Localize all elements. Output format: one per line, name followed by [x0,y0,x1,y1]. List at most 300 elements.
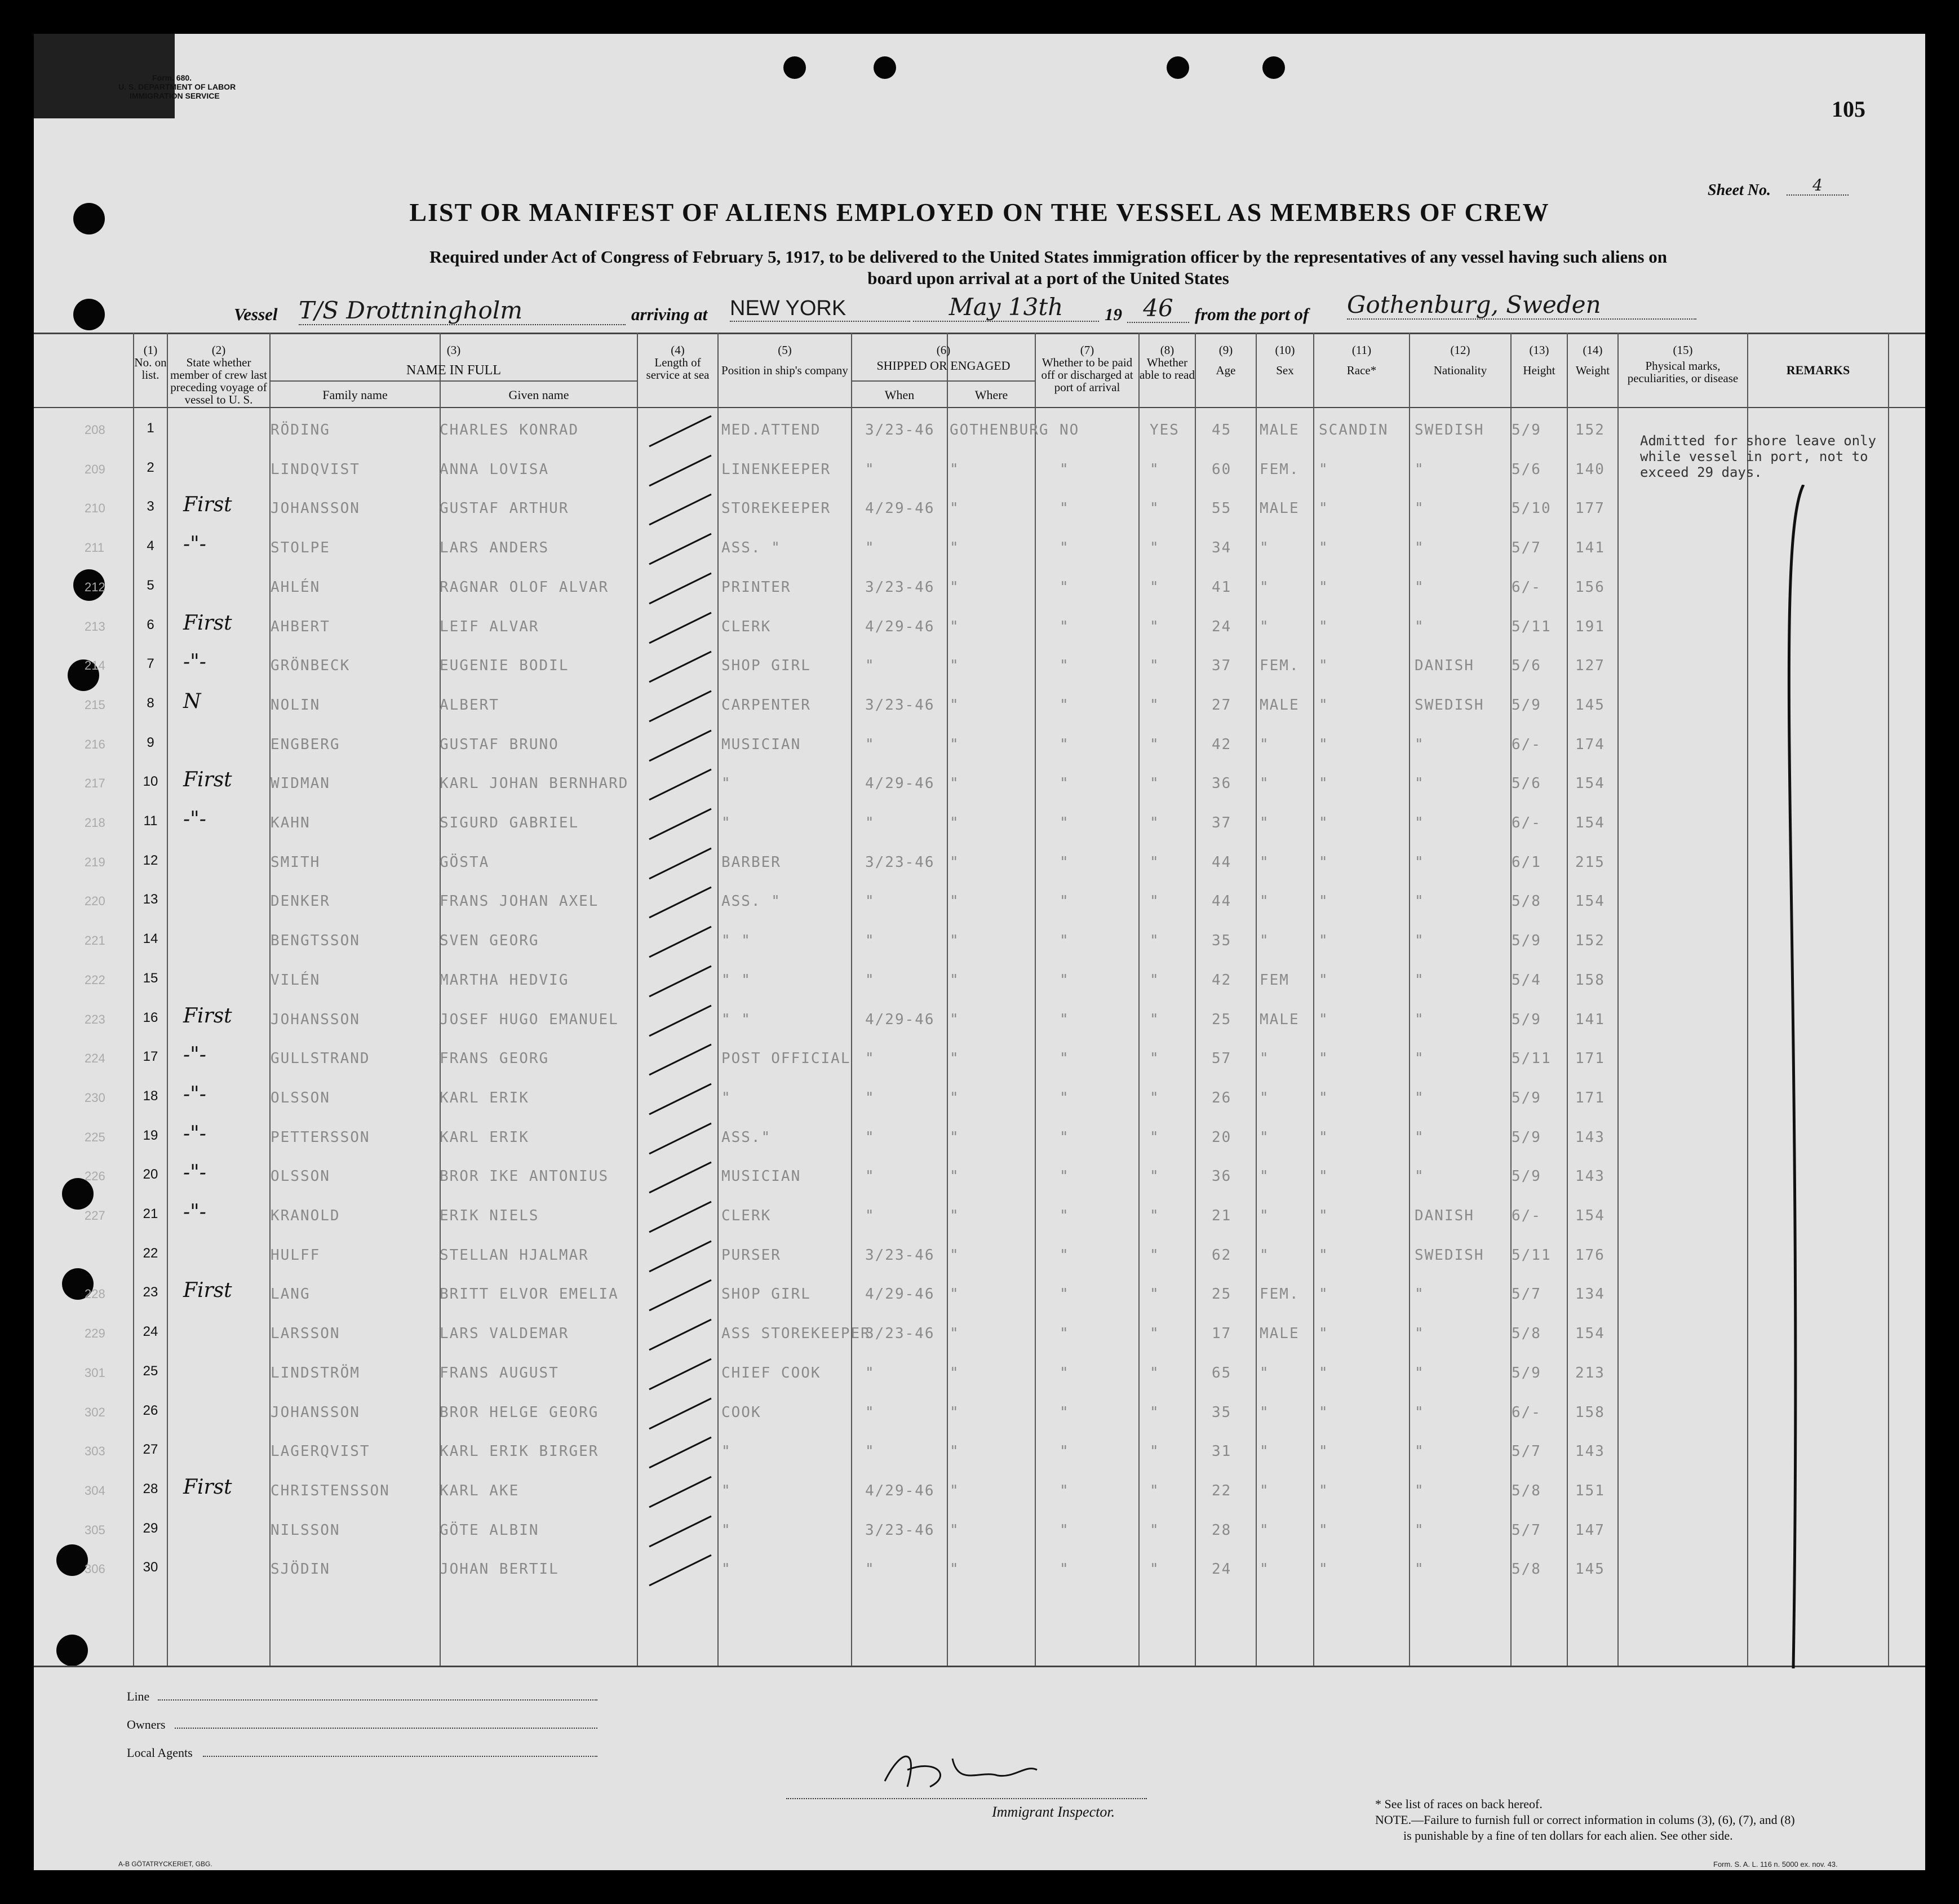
service-length-check-mark [638,765,717,804]
shipped-where-cell: " [950,578,960,596]
given-name-cell: LARS VALDEMAR [440,1325,569,1343]
row-number: 18 [143,1088,158,1104]
age-cell: 42 [1212,736,1232,753]
able-read-cell: " [1150,657,1160,675]
sex-cell: " [1260,539,1270,557]
position-cell: PURSER [721,1246,781,1264]
sex-cell: " [1260,853,1270,871]
sex-cell: " [1260,1207,1270,1224]
able-read-cell: " [1150,1128,1160,1146]
sheet-label: Sheet No. [1708,181,1771,199]
given-name-cell: GÖTE ALBIN [440,1521,539,1539]
family-name-cell: SJÖDIN [271,1561,330,1578]
pencil-number: 301 [85,1365,105,1380]
height-cell: 6/- [1512,1403,1541,1421]
service-length-check-mark [638,804,717,843]
height-cell: 6/- [1512,814,1541,831]
paid-off-cell: " [1060,1050,1070,1068]
local-agents-field [203,1756,597,1757]
age-cell: 21 [1212,1207,1232,1224]
shipped-where-cell: " [950,893,960,910]
paid-off-cell: " [1060,971,1070,989]
service-length-check-mark [638,569,717,608]
height-cell: 5/7 [1512,539,1541,557]
nationality-cell: " [1415,1168,1425,1185]
shipped-when-cell: " [865,1050,875,1068]
table-row [34,962,1925,1000]
table-border [34,333,1925,334]
from-value: Gothenburg, Sweden [1347,291,1696,320]
family-name-cell: GULLSTRAND [271,1050,370,1068]
family-name-cell: OLSSON [271,1168,330,1185]
punch-hole [1167,56,1189,79]
position-cell: BARBER [721,853,781,871]
col-family-name: Family name [322,388,388,402]
race-cell: " [1319,932,1329,950]
given-name-cell: GUSTAF ARTHUR [440,500,569,517]
pencil-number: 230 [85,1090,105,1105]
race-cell: " [1319,775,1329,792]
punch-hole [1262,56,1285,79]
given-name-cell: ALBERT [440,696,499,714]
table-row [34,451,1925,490]
pencil-number: 228 [85,1287,105,1301]
shipped-where-cell: " [950,736,960,753]
pencil-number: 209 [85,462,105,476]
position-cell: CLERK [721,1207,772,1224]
row-number: 22 [143,1245,158,1261]
last-voyage-cell: First [183,493,232,517]
pencil-number: 302 [85,1405,105,1419]
nationality-cell: " [1415,932,1425,950]
shipped-when-cell: 3/23-46 [865,578,935,596]
able-read-cell: " [1150,1443,1160,1460]
weight-cell: 158 [1575,971,1605,989]
able-read-cell: " [1150,893,1160,910]
pencil-number: 210 [85,501,105,516]
shipped-where-cell: " [950,1246,960,1264]
manifest-sheet [34,34,1925,1870]
able-read-cell: " [1150,814,1160,831]
height-cell: 5/10 [1512,500,1552,517]
weight-cell: 174 [1575,736,1605,753]
pencil-number: 208 [85,423,105,437]
last-voyage-cell: -"- [183,808,206,831]
sex-cell: MALE [1260,696,1300,714]
family-name-cell: NOLIN [271,696,321,714]
table-row [34,411,1925,450]
position-cell: LINENKEEPER [721,460,831,478]
shipped-where-cell: " [950,696,960,714]
given-name-cell: RAGNAR OLOF ALVAR [440,578,609,596]
family-name-cell: PETTERSSON [271,1128,370,1146]
age-cell: 25 [1212,1011,1232,1028]
sex-cell: " [1260,932,1270,950]
header-rule [34,407,1925,408]
family-name-cell: LINDQVIST [271,460,360,478]
pencil-number: 215 [85,697,105,712]
pencil-number: 220 [85,894,105,909]
weight-cell: 171 [1575,1089,1605,1106]
service-length-check-mark [638,1315,717,1354]
row-number: 2 [147,459,154,475]
given-name-cell: STELLAN HJALMAR [440,1246,589,1264]
shipped-when-cell: 3/23-46 [865,853,935,871]
shipped-when-cell: 3/23-46 [865,696,935,714]
shipped-where-cell: " [950,1011,960,1028]
col-state: (2) State whether member of crew last preceding voyage of vessel to U. S. [170,343,267,406]
given-name-cell: EUGENIE BODIL [440,657,569,675]
weight-cell: 151 [1575,1482,1605,1499]
able-read-cell: " [1150,578,1160,596]
race-cell: " [1319,1286,1329,1303]
shipped-when-cell: " [865,1207,875,1224]
paid-off-cell: " [1060,775,1070,792]
weight-cell: 147 [1575,1521,1605,1539]
nationality-cell: " [1415,1521,1425,1539]
able-read-cell: " [1150,1089,1160,1106]
shipped-where-cell: " [950,1403,960,1421]
col-age: (9) Age [1216,343,1236,377]
pencil-number: 223 [85,1012,105,1026]
age-cell: 55 [1212,500,1232,517]
position-cell: ASS. " [721,893,781,910]
given-name-cell: FRANS AUGUST [440,1364,559,1381]
weight-cell: 140 [1575,460,1605,478]
height-cell: 5/8 [1512,893,1541,910]
pencil-number: 225 [85,1130,105,1144]
family-name-cell: LAGERQVIST [271,1443,370,1460]
col-able-read: (8) Whether able to read [1140,343,1195,382]
last-voyage-cell: First [183,1004,232,1028]
service-length-check-mark [638,1079,717,1118]
pencil-number: 212 [85,579,105,594]
form-block [118,73,236,100]
col-name: (3) NAME IN FULL [406,343,501,378]
shipped-when-cell: " [865,893,875,910]
weight-cell: 143 [1575,1443,1605,1460]
weight-cell: 158 [1575,1403,1605,1421]
position-cell: CHIEF COOK [721,1364,821,1381]
sex-cell: FEM [1260,971,1289,989]
nationality-cell: " [1415,1286,1425,1303]
owners-label: Owners [127,1717,166,1732]
paid-off-cell: " [1060,1286,1070,1303]
nationality-cell: " [1415,1364,1425,1381]
able-read-cell: " [1150,1403,1160,1421]
sex-cell: " [1260,1364,1270,1381]
weight-cell: 145 [1575,696,1605,714]
row-number: 26 [143,1402,158,1418]
shipped-where-cell: " [950,657,960,675]
position-cell: " " [721,1011,751,1028]
sex-cell: " [1260,1561,1270,1578]
races-note: * See list of races on back hereof. [1375,1797,1543,1811]
table-row [34,569,1925,608]
sex-cell: FEM. [1260,657,1300,675]
weight-cell: 154 [1575,893,1605,910]
weight-cell: 154 [1575,775,1605,792]
shipped-when-cell: " [865,1128,875,1146]
position-cell: " [721,1521,732,1539]
table-row [34,1197,1925,1236]
position-cell: ASS. " [721,539,781,557]
service-length-check-mark [638,1472,717,1511]
shipped-where-cell: " [950,814,960,831]
last-voyage-cell: N [183,689,201,713]
service-length-check-mark [638,411,717,450]
shipped-where-cell: " [950,1050,960,1068]
shipped-where-cell: " [950,1364,960,1381]
race-cell: " [1319,1364,1329,1381]
printer-mark: A-B GÖTATRYCKERIET, GBG. [118,1860,212,1868]
sex-cell: " [1260,1050,1270,1068]
table-row [34,1472,1925,1511]
table-row [34,490,1925,529]
given-name-cell: GUSTAF BRUNO [440,736,559,753]
weight-cell: 213 [1575,1364,1605,1381]
sex-cell: MALE [1260,1011,1300,1028]
table-row [34,883,1925,922]
vessel-value: T/S Drottningholm [299,296,626,325]
weight-cell: 215 [1575,853,1605,871]
race-cell: " [1319,1128,1329,1146]
row-number: 17 [143,1049,158,1065]
weight-cell: 143 [1575,1128,1605,1146]
position-cell: CLERK [721,618,772,635]
position-cell: SHOP GIRL [721,1286,811,1303]
row-number: 27 [143,1442,158,1458]
able-read-cell: " [1150,696,1160,714]
pencil-number: 226 [85,1169,105,1184]
paid-off-cell: " [1060,1403,1070,1421]
height-cell: 5/8 [1512,1325,1541,1343]
age-cell: 24 [1212,1561,1232,1578]
fine-note-1: NOTE.—Failure to furnish full or correct information in colums (3), (6), (7), and (8) [1375,1813,1795,1827]
race-cell: " [1319,1561,1329,1578]
race-cell: " [1319,1050,1329,1068]
age-cell: 41 [1212,578,1232,596]
row-number: 28 [143,1481,158,1496]
family-name-cell: AHBERT [271,618,330,635]
sex-cell: FEM. [1260,1286,1300,1303]
age-cell: 44 [1212,893,1232,910]
family-name-cell: LANG [271,1286,311,1303]
table-row [34,804,1925,843]
paid-off-cell: " [1060,1521,1070,1539]
weight-cell: 171 [1575,1050,1605,1068]
nationality-cell: " [1415,539,1425,557]
shipped-when-cell: " [865,1561,875,1578]
able-read-cell: " [1150,1246,1160,1264]
shipped-when-cell: " [865,736,875,753]
paid-off-cell: " [1060,814,1070,831]
height-cell: 5/6 [1512,775,1541,792]
weight-cell: 152 [1575,422,1605,439]
sex-cell: MALE [1260,422,1300,439]
paid-off-cell: " [1060,696,1070,714]
pencil-number: 218 [85,816,105,830]
pencil-number: 213 [85,619,105,634]
col-paid-off: (7) Whether to be paid off or discharged at port of arrival [1041,343,1133,394]
age-cell: 35 [1212,1403,1232,1421]
nationality-cell: " [1415,500,1425,517]
age-cell: 35 [1212,932,1232,950]
paid-off-cell: " [1060,1246,1070,1264]
subtitle-line-2: board upon arrival at a port of the United States [867,268,1229,288]
service-length-check-mark [638,1433,717,1472]
paid-off-cell: " [1060,1089,1070,1106]
height-cell: 5/9 [1512,1364,1541,1381]
able-read-cell: " [1150,971,1160,989]
service-length-check-mark [638,1119,717,1158]
shipped-where-cell: " [950,539,960,557]
line-label: Line [127,1689,150,1703]
service-length-check-mark [638,1197,717,1236]
family-name-cell: RÖDING [271,422,330,439]
col-where: Where [974,388,1008,402]
given-name-cell: JOHAN BERTIL [440,1561,559,1578]
given-name-cell: BROR IKE ANTONIUS [440,1168,609,1185]
row-number: 1 [147,420,154,436]
age-cell: 26 [1212,1089,1232,1106]
height-cell: 5/9 [1512,1128,1541,1146]
row-number: 4 [147,538,154,554]
last-voyage-cell: First [183,1475,232,1499]
table-row [34,1394,1925,1433]
sex-cell: " [1260,814,1270,831]
able-read-cell: " [1150,539,1160,557]
row-number: 20 [143,1167,158,1183]
paid-off-cell: " [1060,893,1070,910]
position-cell: PRINTER [721,578,791,596]
paid-off-cell: " [1060,1482,1070,1499]
row-number: 16 [143,1009,158,1025]
table-row [34,844,1925,883]
height-cell: 5/9 [1512,696,1541,714]
sex-cell: FEM. [1260,460,1300,478]
given-name-cell: MARTHA HEDVIG [440,971,569,989]
able-read-cell: " [1150,460,1160,478]
height-cell: 5/9 [1512,422,1541,439]
able-read-cell: " [1150,1207,1160,1224]
shipped-where-cell: " [950,1443,960,1460]
able-read-cell: " [1150,1325,1160,1343]
service-length-check-mark [638,1158,717,1197]
given-name-cell: KARL ERIK BIRGER [440,1443,599,1460]
shipped-where-cell: " [950,460,960,478]
pencil-number: 216 [85,737,105,751]
year-prefix: 19 [1105,304,1122,324]
sheet-value: 4 [1787,176,1849,196]
nationality-cell: " [1415,893,1425,910]
last-voyage-cell: -"- [183,1082,206,1106]
department-label: U. S. DEPARTMENT OF LABOR [118,82,236,91]
col-remarks: REMARKS [1786,363,1850,377]
race-cell: " [1319,1089,1329,1106]
nationality-cell: DANISH [1415,657,1474,675]
table-row [34,922,1925,961]
sex-cell: " [1260,618,1270,635]
weight-cell: 141 [1575,1011,1605,1028]
nationality-cell: " [1415,1561,1425,1578]
shipped-where-cell: " [950,1521,960,1539]
sex-cell: " [1260,1246,1270,1264]
position-cell: " [721,1561,732,1578]
shipped-when-cell: 4/29-46 [865,618,935,635]
weight-cell: 191 [1575,618,1605,635]
given-name-cell: KARL ERIK [440,1089,529,1106]
sex-cell: " [1260,736,1270,753]
sex-cell: " [1260,775,1270,792]
family-name-cell: DENKER [271,893,330,910]
age-cell: 44 [1212,853,1232,871]
service-length-check-mark [638,883,717,922]
pencil-number: 306 [85,1562,105,1577]
nationality-cell: " [1415,814,1425,831]
table-row [34,1433,1925,1472]
row-number: 30 [143,1560,158,1575]
nationality-cell: " [1415,1089,1425,1106]
race-cell: " [1319,696,1329,714]
service-length-check-mark [638,1237,717,1276]
position-cell: ASS." [721,1128,772,1146]
table-border [34,1666,1925,1667]
age-cell: 37 [1212,657,1232,675]
local-agents-label: Local Agents [127,1746,193,1760]
col-shipped: (6) SHIPPED OR ENGAGED [876,343,1010,373]
height-cell: 5/7 [1512,1286,1541,1303]
able-read-cell: " [1150,932,1160,950]
shipped-when-cell: 4/29-46 [865,1286,935,1303]
shipped-where-cell: " [950,1561,960,1578]
position-cell: CARPENTER [721,696,811,714]
row-number: 10 [143,774,158,790]
age-cell: 36 [1212,775,1232,792]
age-cell: 22 [1212,1482,1232,1499]
race-cell: " [1319,736,1329,753]
able-read-cell: " [1150,736,1160,753]
age-cell: 28 [1212,1521,1232,1539]
weight-cell: 154 [1575,1207,1605,1224]
given-name-cell: FRANS GEORG [440,1050,549,1068]
row-number: 19 [143,1127,158,1143]
shipped-where-cell: " [950,618,960,635]
family-name-cell: BENGTSSON [271,932,360,950]
race-cell: " [1319,1325,1329,1343]
weight-cell: 152 [1575,932,1605,950]
height-cell: 6/1 [1512,853,1541,871]
paid-off-cell: NO [1060,422,1080,439]
paid-off-cell: " [1060,1443,1070,1460]
row-number: 24 [143,1324,158,1340]
year-value: 46 [1127,294,1189,323]
race-cell: SCANDIN [1319,422,1389,439]
service-length-check-mark [638,922,717,961]
race-cell: " [1319,1403,1329,1421]
row-number: 29 [143,1520,158,1536]
last-voyage-cell: -"- [183,1122,206,1145]
pencil-number: 224 [85,1051,105,1066]
pencil-number: 305 [85,1522,105,1537]
service-label: IMMIGRATION SERVICE [130,91,220,100]
shipped-when-cell: " [865,1403,875,1421]
family-name-cell: NILSSON [271,1521,340,1539]
line-field [158,1699,597,1701]
nationality-cell: " [1415,1443,1425,1460]
weight-cell: 177 [1575,500,1605,517]
family-name-cell: JOHANSSON [271,1011,360,1028]
